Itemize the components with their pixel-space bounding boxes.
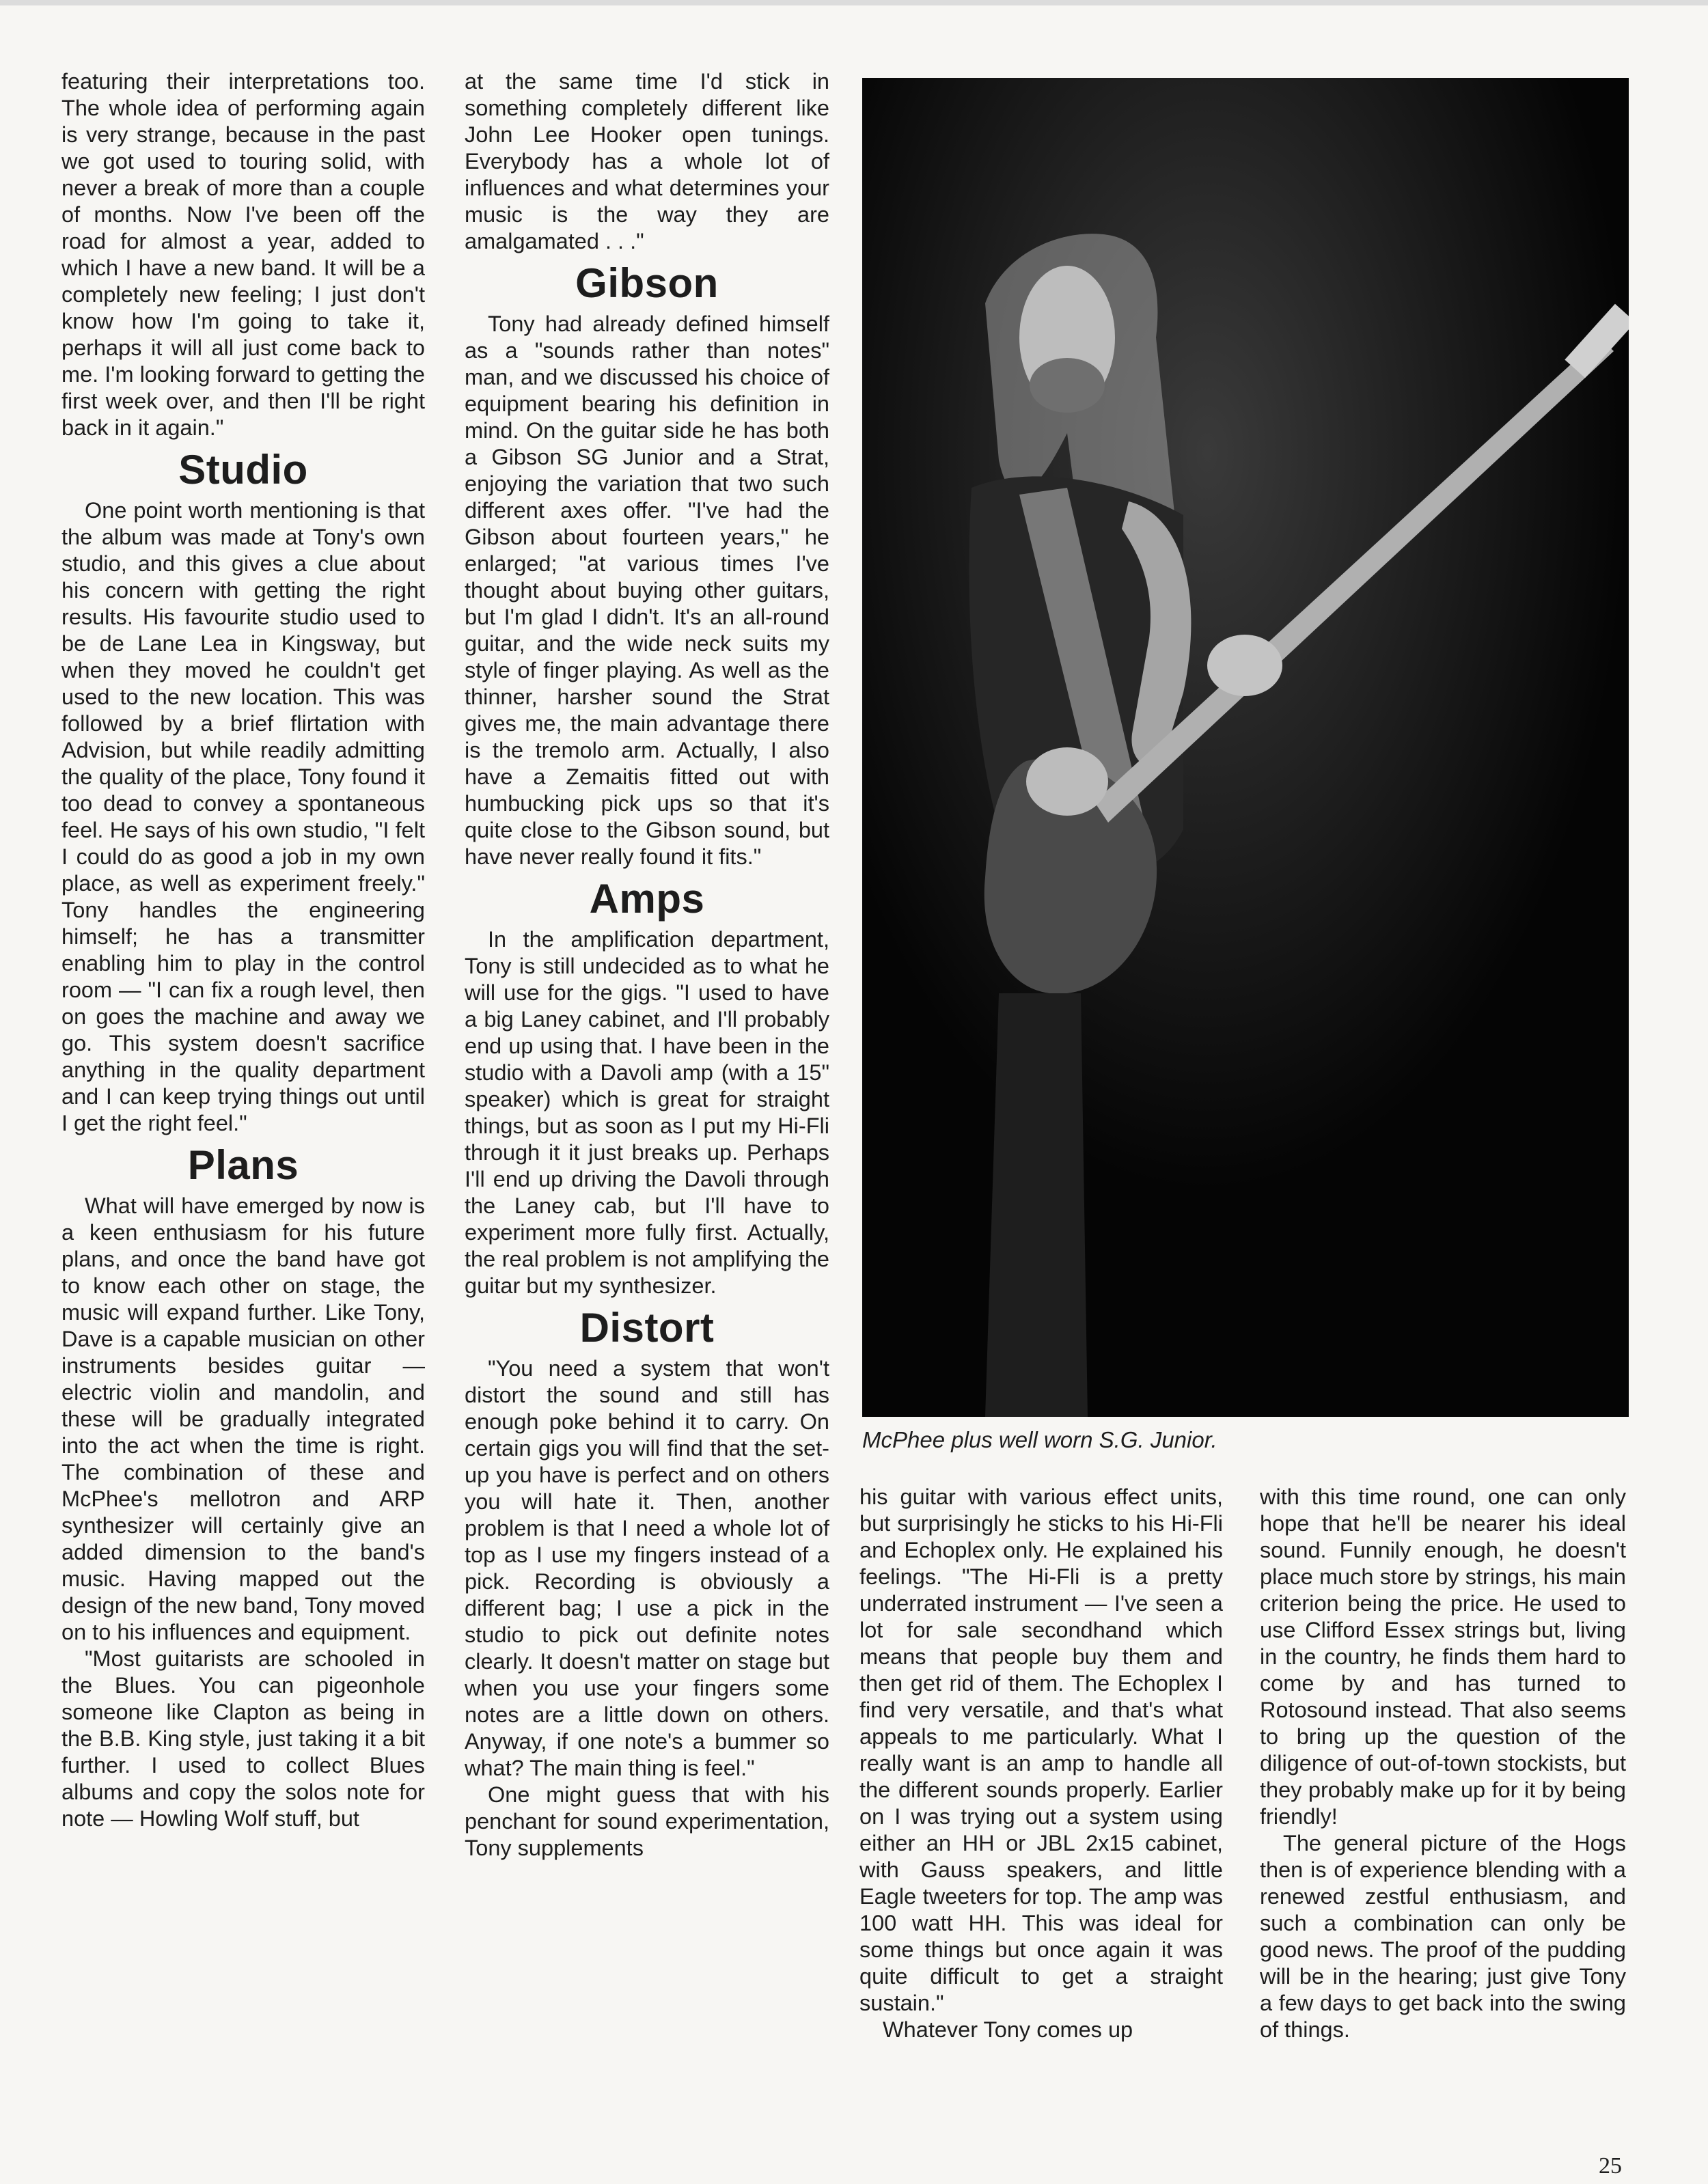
paragraph: Tony had already defined himself as a "sounds rather than notes" man, and we discussed his choice of equipment bearing his definition in mind. On the guitar side he has both a Gibson SG Junior and a Strat, enjoying the variation that two such different axes offer. "I've had the Gibson about fourteen years," he enlarged; "at various times I've thought about buying other guitars, but I'm glad I didn't. It's an all-round guitar, and the wide neck suits my style of finger playing. As well as the thinner, harsher sound the Strat gives me, the main advantage there is the tremolo arm. Actually, I also have a Zemaitis fitted out with humbucking pick ups so that it's quite close to the Gibson sound, but have never really found it fits." bbox=[465, 312, 829, 869]
photo-caption: McPhee plus well worn S.G. Junior. bbox=[862, 1427, 1217, 1452]
top-rule bbox=[0, 0, 1708, 5]
paragraph: Whatever Tony comes up bbox=[883, 2017, 1133, 2042]
paragraph: his guitar with various effect units, but surprisingly he sticks to his Hi-Fli and Echoplex only. He explained his feelings. "The Hi-Fli is a pretty underrated instrument — I've seen a lot for sale secondhand which means that people buy them and then get rid of them. The Echoplex I find very versatile, and that's what appeals to me particularly. What I really want is an amp to handle all the different sounds properly. Earlier on I was trying out a system using either an HH or JBL 2x15 cabinet, with Gauss speakers, and little Eagle tweeters for top. The amp was 100 watt HH. This was ideal for some things but once again it was quite difficult to get a straight sustain." bbox=[859, 1484, 1223, 2015]
paragraph: "You need a system that won't distort the sound and still has enough poke behind it to carry. On certain gigs you will find that the set-up you have is perfect and on others you will hate it. Then, another problem is that I need a whole lot of top as I use my fingers instead of a pick. Recording is obviously a different bag; I use a pick in the studio to pick out definite notes clearly. It doesn't matter on stage but when you use your fingers some notes are a little down on others. Anyway, if one note's a bummer so what? The main thing is feel." bbox=[465, 1356, 829, 1780]
text-column-2 bbox=[465, 68, 829, 1862]
guitarist-photo-image bbox=[862, 78, 1629, 1417]
subheading-distort: Distort bbox=[579, 1305, 715, 1351]
subheading-amps: Amps bbox=[589, 876, 705, 922]
paragraph: with this time round, one can only hope that he'll be nearer his ideal sound. Funnily enough, he doesn't place much store by strings, his main criterion being the price. He used to use Clifford Essex strings but, living in the country, he finds them hard to come by and has turned to Rotosound instead. That also seems to bring up the question of the diligence of out-of-town stockists, but they probably make up for it by being friendly! bbox=[1260, 1484, 1626, 1829]
paragraph: In the amplification department, Tony is still undecided as to what he will use for the gigs. "I used to have a big Laney cabinet, and I'll probably end up using that. I have been in the studio with a Davoli amp (with a 15" speaker) which is great for straight things, but as soon as I put my Hi-Fli through it it just breaks up. Perhaps I'll end up driving the Davoli through the Laney cab, but I'll have to experiment more fully first. Actually, the real problem is not amplifying the guitar but my synthesizer. bbox=[465, 927, 829, 1298]
paragraph: One point worth mentioning is that the album was made at Tony's own studio, and this gives a clue about his concern with getting the right results. His favourite studio used to be de Lane Lea in Kingsway, but when they moved he couldn't get used to the new location. This was followed by a brief flirtation with Advision, but while readily admitting the quality of the place, Tony found it too dead to convey a spontaneous feel. He says of his own studio, "I felt I could do as good a job in my own place, as well as experiment freely." Tony handles the engineering himself; he has a transmitter enabling him to play in the control room — "I can fix a rough level, then on goes the machine and away we go. This system doesn't sacrifice anything in the quality department and I can keep trying things out until I get the right feel." bbox=[61, 498, 425, 1135]
subheading-plans: Plans bbox=[187, 1142, 299, 1188]
subheading-gibson: Gibson bbox=[575, 260, 719, 306]
text-column-4 bbox=[1260, 1484, 1626, 2043]
paragraph: One might guess that with his penchant for sound experimentation, Tony supplements bbox=[465, 1782, 829, 1860]
paragraph: What will have emerged by now is a keen enthusiasm for his future plans, and once the band have got to know each other on stage, the music will expand further. Like Tony, Dave is a capable musician on other instruments besides guitar — electric violin and mandolin, and these will be gradually integrated into the act when the time is right. The combination of these and McPhee's mellotron and ARP synthesizer will certainly give an added dimension to the band's music. Having mapped out the design of the new band, Tony moved on to his influences and equipment. bbox=[61, 1193, 425, 1644]
paragraph: featuring their interpretations too. The whole idea of performing again is very strange, because in the past we got used to touring solid, with never a break of more than a couple of months. Now I've been off the road for almost a year, added to which I have a new band. It will be a completely new feeling; I just don't know how I'm going to take it, perhaps it will all just come back to me. I'm looking forward to getting the first week over, and then I'll be right back in it again." bbox=[61, 69, 425, 440]
paragraph: The general picture of the Hogs then is of experience blending with a renewed zestful enthusiasm, and such a combination can only be good news. The proof of the pudding will be in the hearing; just give Tony a few days to get back into the swing of things. bbox=[1260, 1831, 1626, 2042]
text-column-1 bbox=[61, 68, 425, 1832]
page-number: 25 bbox=[1599, 2153, 1622, 2179]
concert-photo bbox=[862, 78, 1629, 1417]
paragraph: "Most guitarists are schooled in the Blues. You can pigeonhole someone like Clapton as being in the B.B. King style, just taking it a bit further. I used to collect Blues albums and copy the solos note for note — Howling Wolf stuff, but bbox=[61, 1646, 425, 1831]
text-column-3 bbox=[859, 1484, 1223, 2043]
subheading-studio: Studio bbox=[178, 447, 308, 493]
paragraph: at the same time I'd stick in something completely different like John Lee Hooker open tunings. Everybody has a whole lot of influences and what determines your music is the way they are amalgamated . . ." bbox=[465, 69, 829, 253]
